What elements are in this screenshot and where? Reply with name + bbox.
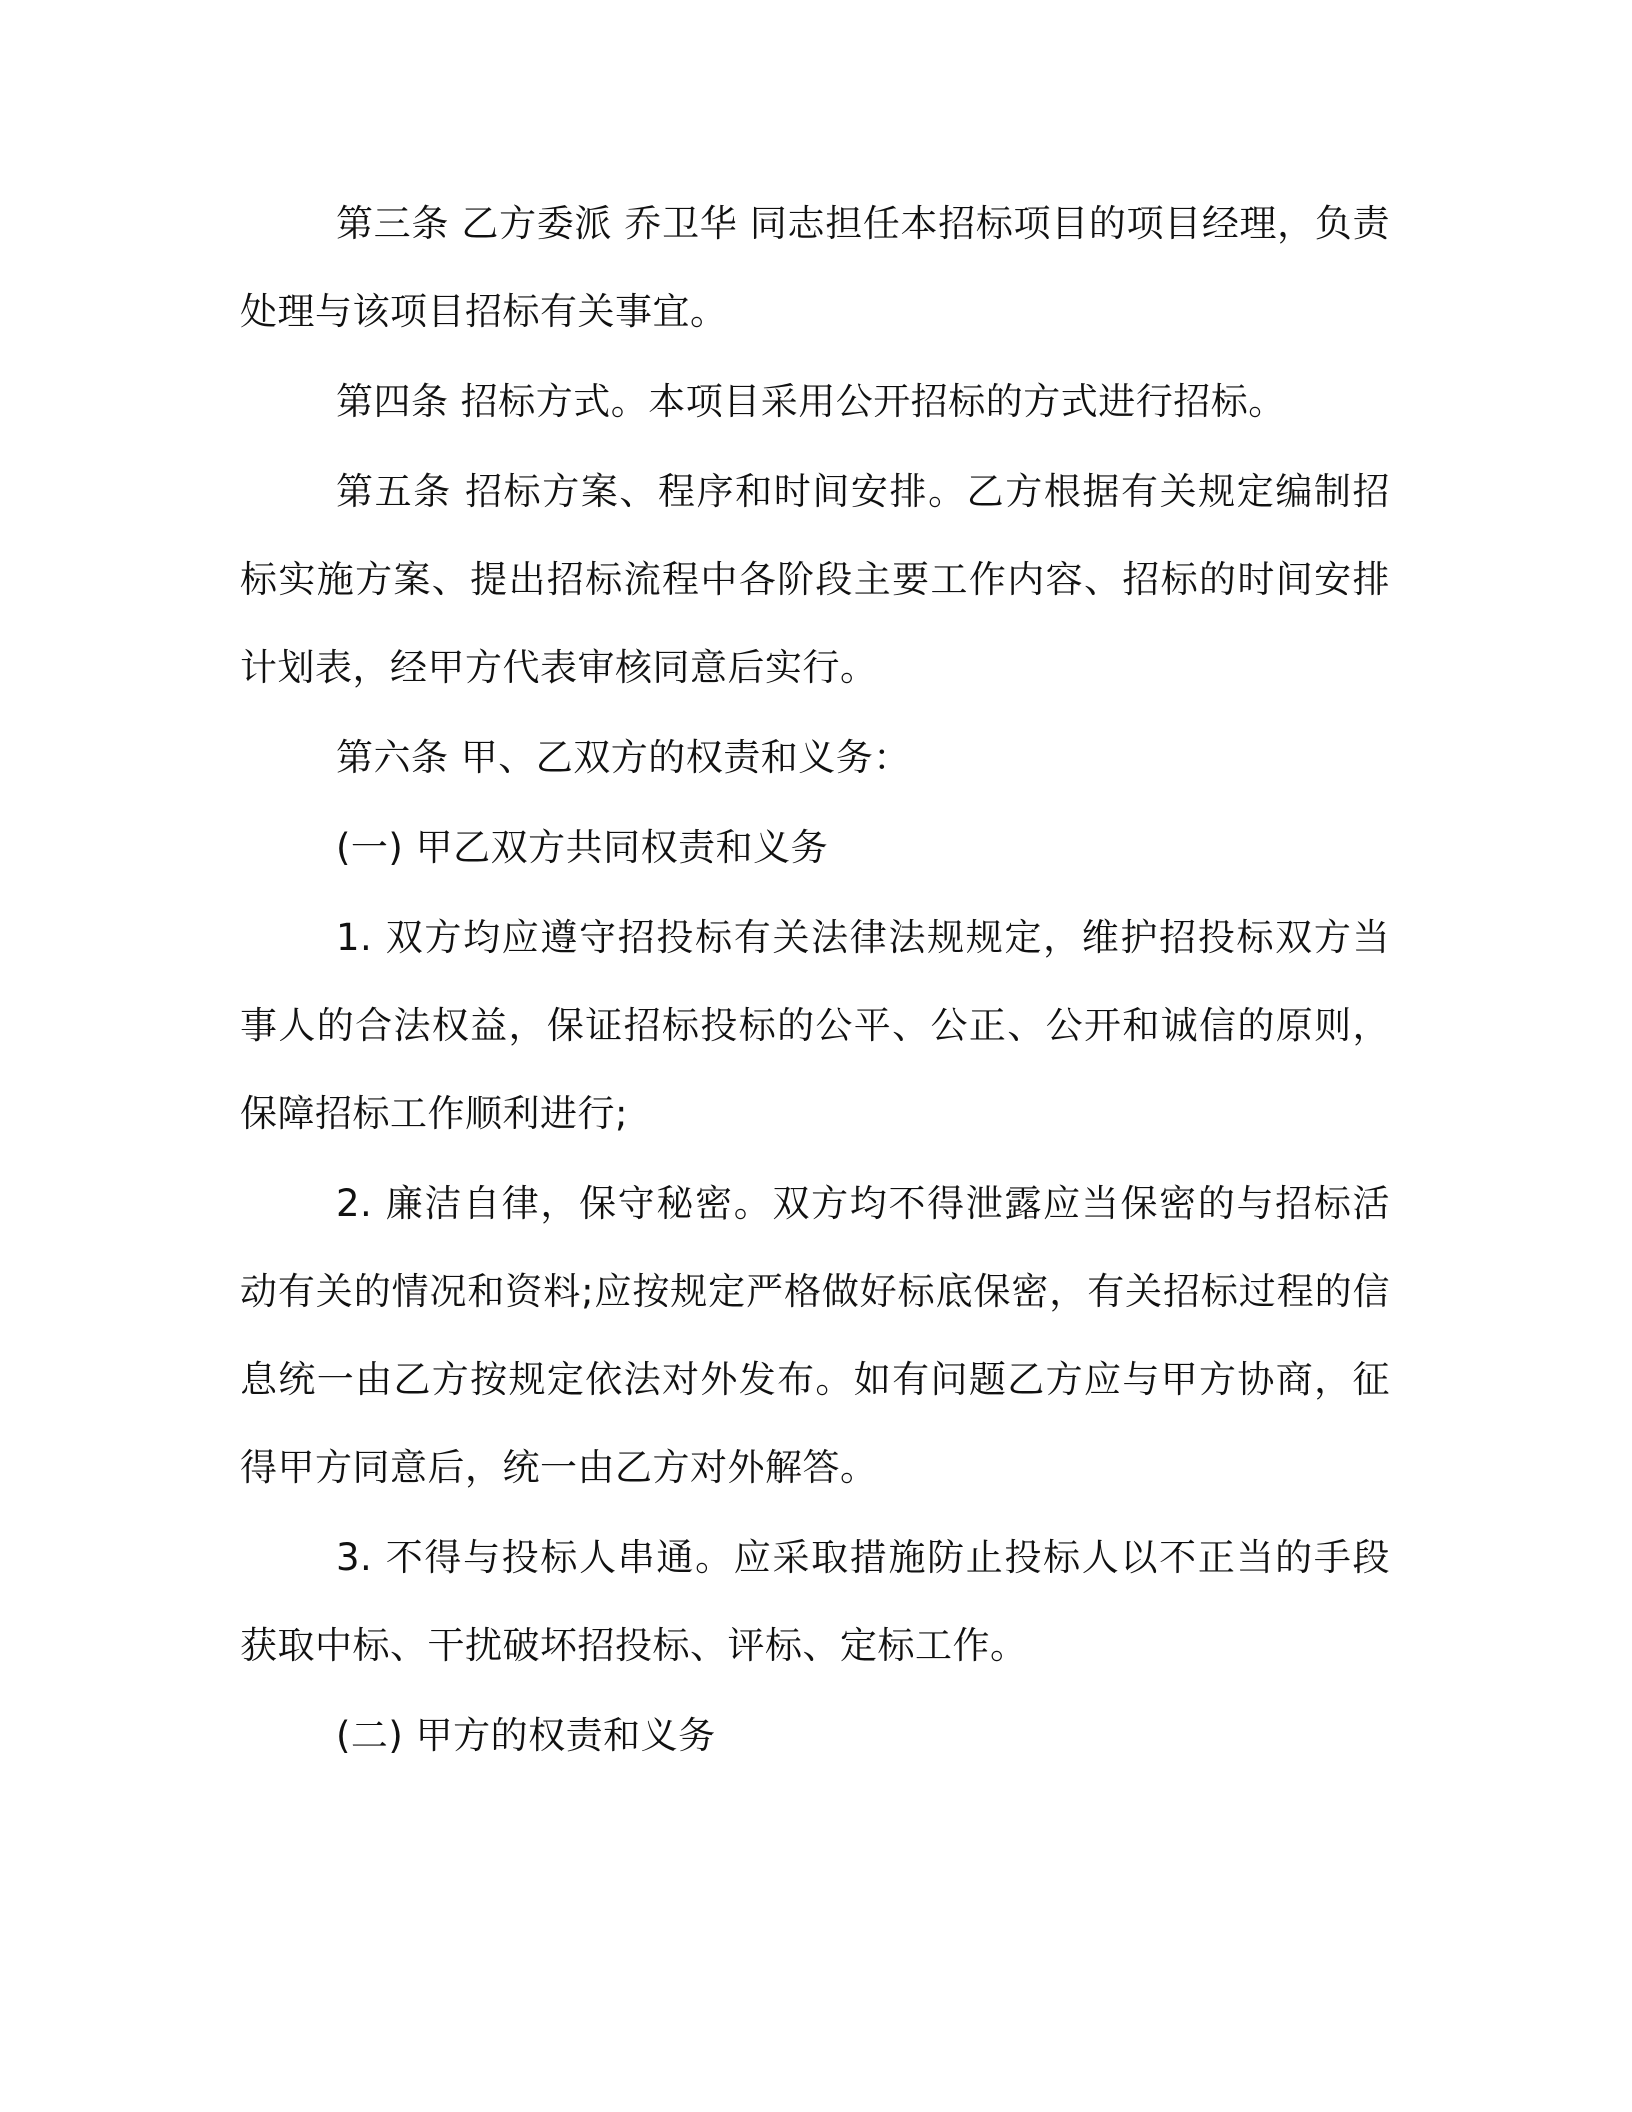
article-6-paragraph: 第六条 甲、乙双方的权责和义务： [336, 736, 911, 779]
article-5-paragraph: 第五条 招标方案、程序和时间安排。乙方根据有关规定编制招标实施方案、提出招标流程中各阶段主要工作内容、招标的时间安排计划表，经甲方代表审核同意后实行。 [240, 470, 1390, 689]
section-2-heading: (二) 甲方的权责和义务 [336, 1714, 716, 1757]
item-2-paragraph: 2. 廉洁自律，保守秘密。双方均不得泄露应当保密的与招标活动有关的情况和资料;应按规定严格做好标底保密，有关招标过程的信息统一由乙方按规定依法对外发布。如有问题乙方应与甲方协商，征得甲方同意后，统一由乙方对外解答。 [240, 1182, 1390, 1489]
document-page [240, 180, 1390, 1780]
item-3-paragraph: 3. 不得与投标人串通。应采取措施防止投标人以不正当的手段获取中标、干扰破坏招投标、评标、定标工作。 [240, 1536, 1390, 1667]
item-1-paragraph: 1. 双方均应遵守招投标有关法律法规规定，维护招投标双方当事人的合法权益，保证招标投标的公平、公正、公开和诚信的原则，保障招标工作顺利进行; [240, 916, 1390, 1135]
article-3-paragraph: 第三条 乙方委派 乔卫华 同志担任本招标项目的项目经理，负责处理与该项目招标有关事宜。 [240, 202, 1390, 333]
article-4-paragraph: 第四条 招标方式。本项目采用公开招标的方式进行招标。 [336, 380, 1286, 423]
section-1-heading: (一) 甲乙双方共同权责和义务 [336, 826, 829, 869]
